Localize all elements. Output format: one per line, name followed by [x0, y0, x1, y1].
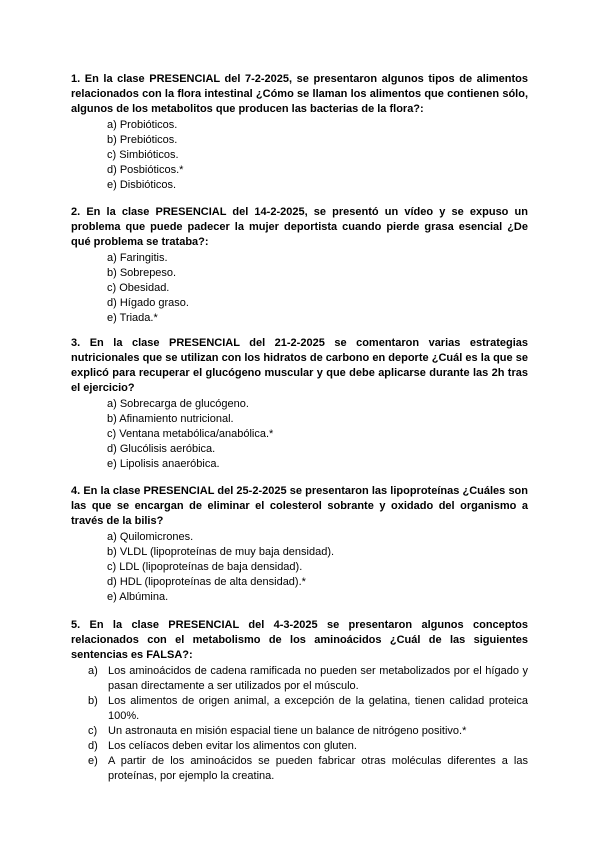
option-text: Los celíacos deben evitar los alimentos con gluten.: [108, 740, 357, 752]
question-4-text: 4. En la clase PRESENCIAL del 25-2-2025 se presentaron las lipoproteínas ¿Cuáles son las que se encargan de eliminar el colesterol sobrante y oxidado del organismo a través de la bilis?: [71, 485, 528, 527]
option-label: a): [88, 665, 98, 677]
option-c: c) Ventana metabólica/anabólica.*: [107, 428, 274, 440]
option-b: b) VLDL (lipoproteínas de muy baja densidad).: [107, 546, 335, 558]
option-c: c) Obesidad.: [107, 282, 170, 294]
option-a: a) Faringitis.: [107, 252, 168, 264]
option-label: c): [88, 725, 98, 737]
question-3-options: [71, 397, 528, 472]
option-b: b) Afinamiento nutricional.: [107, 413, 234, 425]
question-5-text: 5. En la clase PRESENCIAL del 4-3-2025 se presentaron algunos conceptos relacionados con el metabolismo de los aminoácidos ¿Cuál de las siguientes sentencias es FALSA?:: [71, 619, 528, 661]
question-1-text: 1. En la clase PRESENCIAL del 7-2-2025, se presentaron algunos tipos de alimentos relacionados con la flora intestinal ¿Cómo se llaman los alimentos que contienen sólo, algunos de los metabolitos que producen las bacterias de la flora?:: [71, 73, 528, 115]
question-1-options: [71, 118, 528, 193]
question-4-options: [71, 530, 528, 605]
option-e: e) Triada.*: [107, 312, 158, 324]
question-2-options: [71, 251, 528, 326]
question-2: [71, 205, 528, 326]
option-b: b) Sobrepeso.: [107, 267, 177, 279]
question-3: [71, 336, 528, 472]
option-e: e) Lipolisis anaeróbica.: [107, 458, 220, 470]
option-e: e) Disbióticos.: [107, 179, 177, 191]
option-text: Los aminoácidos de cadena ramificada no pueden ser metabolizados por el hígado y pasan directamente a ser utilizados por el músculo.: [108, 665, 528, 692]
option-label: b): [88, 695, 98, 707]
option-e: [88, 754, 528, 784]
option-text: A partir de los aminoácidos se pueden fabricar otras moléculas diferentes a las proteínas, por ejemplo la creatina.: [108, 755, 528, 782]
option-a: a) Quilomicrones.: [107, 531, 194, 543]
option-a: [88, 664, 528, 694]
option-d: d) Hígado graso.: [107, 297, 189, 309]
option-label: e): [88, 755, 98, 767]
question-1: [71, 72, 528, 193]
option-c: [88, 724, 528, 739]
option-d: d) HDL (lipoproteínas de alta densidad).*: [107, 576, 306, 588]
question-4: [71, 484, 528, 605]
option-b: b) Prebióticos.: [107, 134, 178, 146]
question-5-options: [71, 664, 528, 784]
option-a: a) Sobrecarga de glucógeno.: [107, 398, 249, 410]
option-e: e) Albúmina.: [107, 591, 169, 603]
option-b: [88, 694, 528, 724]
option-label: d): [88, 740, 98, 752]
option-d: d) Posbióticos.*: [107, 164, 184, 176]
question-3-text: 3. En la clase PRESENCIAL del 21-2-2025 se comentaron varias estrategias nutricionales que se utilizan con los hidratos de carbono en deporte ¿Cuál es la que se explicó para recuperar el glucógeno muscular y que debe aplicarse durante las 2h tras el ejercicio?: [71, 337, 528, 394]
question-2-text: 2. En la clase PRESENCIAL del 14-2-2025, se presentó un vídeo y se expuso un problema que puede padecer la mujer deportista cuando pierde grasa esencial ¿De qué problema se trataba?:: [71, 206, 528, 248]
option-c: c) LDL (lipoproteínas de baja densidad).: [107, 561, 303, 573]
option-c: c) Simbióticos.: [107, 149, 179, 161]
option-text: Los alimentos de origen animal, a excepción de la gelatina, tienen calidad proteica 100%.: [108, 695, 528, 722]
option-text: Un astronauta en misión espacial tiene un balance de nitrógeno positivo.*: [108, 725, 467, 737]
question-5: [71, 618, 528, 784]
option-d: [88, 739, 528, 754]
option-d: d) Glucólisis aeróbica.: [107, 443, 216, 455]
option-a: a) Probióticos.: [107, 119, 178, 131]
